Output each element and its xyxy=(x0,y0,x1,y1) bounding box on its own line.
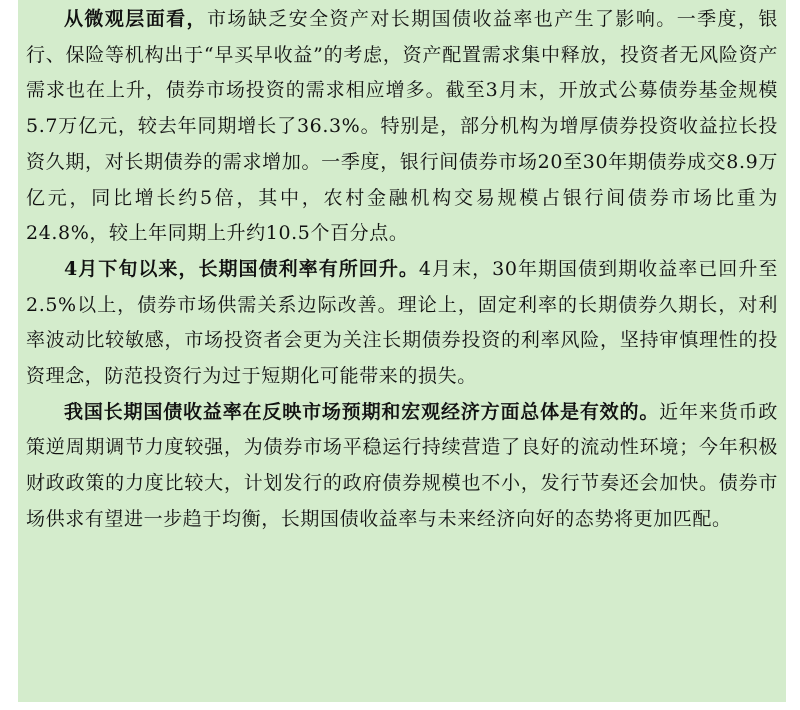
paragraph-body: 近年来货币政策逆周期调节力度较强，为债券市场平稳运行持续营造了良好的流动性环境；今年积极财政政策的力度比较大，计划发行的政府债券规模也不小，发行节奏还会加快。债券市场供求有望进一步趋于均衡，长期国债收益率与未来经济向好的态势将更加匹配。 xyxy=(26,400,778,530)
text-panel xyxy=(18,0,786,702)
paragraph-lead: 从微观层面看， xyxy=(64,8,207,30)
paragraph-micro-level xyxy=(26,2,778,252)
paragraph-body: 4月末，30年期国债到期收益率已回升至2.5%以上，债券市场供需关系边际改善。理论上，固定利率的长期债券久期长，对利率波动比较敏感，市场投资者会更为关注长期债券投资的利率风险，坚持审慎理性的投资理念，防范投资行为过于短期化可能带来的损失。 xyxy=(26,257,778,388)
paragraph-late-april xyxy=(26,252,778,395)
paragraph-body: 市场缺乏安全资产对长期国债收益率也产生了影响。一季度，银行、保险等机构出于“早买早收益”的考虑，资产配置需求集中释放，投资者无风险资产需求也在上升，债券市场投资的需求相应增多。截至3月末，开放式公募债券基金规模5.7万亿元，较去年同期增长了36.3%。特别是，部分机构为增厚债券投资收益拉长投资久期，对长期债券的需求增加。一季度，银行间债券市场20至30年期债券成交8.9万亿元，同比增长约5倍，其中，农村金融机构交易规模占银行间债券市场比重为24.8%，较上年同期上升约10.5个百分点。 xyxy=(26,8,778,245)
paragraph-lead: 我国长期国债收益率在反映市场预期和宏观经济方面总体是有效的。 xyxy=(64,400,660,423)
paragraph-lead: 4月下旬以来，长期国债利率有所回升。 xyxy=(64,257,419,280)
paragraph-effectiveness xyxy=(26,395,778,538)
